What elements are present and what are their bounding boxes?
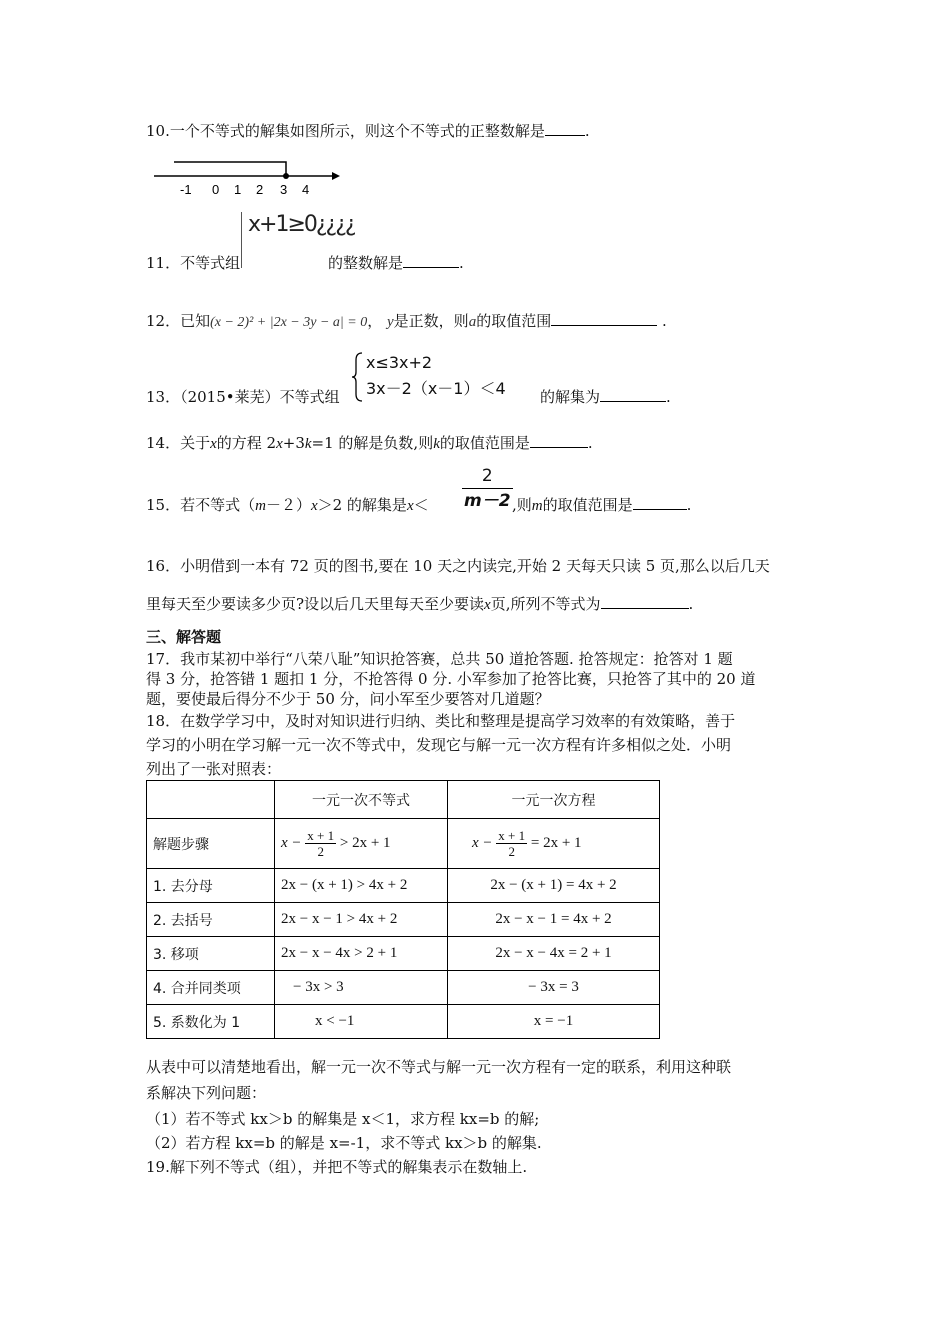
after-table-line-1: 从表中可以清楚地看出，解一元一次不等式与解一元一次方程有一定的联系，利用这种联 (146, 1058, 732, 1076)
question-10: 10.一个不等式的解集如图所示，则这个不等式的正整数解是 . (146, 122, 590, 140)
table-row (147, 937, 660, 971)
step-label: 2. 去括号 (147, 903, 275, 937)
eq-cell: − 3x = 3 (448, 971, 660, 1005)
tick-label: 0 (212, 182, 220, 197)
ineq-cell: 2x − x − 4x > 2 + 1 (275, 937, 448, 971)
q12-answer-blank[interactable] (551, 311, 657, 326)
ineq-cell: 2x − x − 1 > 4x + 2 (275, 903, 448, 937)
q15-fraction (462, 464, 513, 513)
number-line-figure (150, 150, 345, 202)
question-17-line-1: 17．我市某初中举行“八荣八耻”知识抢答赛，总共 50 道抢答题. 抢答规定：抢答对 1 题 (146, 650, 733, 668)
question-18-line-1: 18．在数学学习中，及时对知识进行归纳、类比和整理是提高学习效率的有效策略，善于 (146, 712, 736, 730)
q13-suffix: 的解集为 . (540, 388, 671, 406)
after-table-line-2: 系解决下列问题： (146, 1084, 267, 1102)
eq-cell: 2x − (x + 1) = 4x + 2 (448, 869, 660, 903)
tick-label: -1 (180, 182, 192, 197)
question-15: 15．若不等式（m－２）x＞2 的解集是x＜ (146, 496, 429, 514)
step-label: 5. 系数化为 1 (147, 1005, 275, 1039)
question-16-line-2: 里每天至少要读多少页?设以后几天里每天至少要读x页,所列不等式为 . (146, 595, 694, 613)
q13-line-2: 3x－2（x－1）＜4 (366, 379, 506, 398)
q13-system (352, 350, 506, 402)
step-label: 3. 移项 (147, 937, 275, 971)
table-row (147, 971, 660, 1005)
q16-answer-blank[interactable] (601, 594, 689, 609)
table-header-cell: 一元一次不等式 (275, 781, 448, 819)
q15-numerator: 2 (481, 466, 493, 486)
q14-answer-blank[interactable] (530, 433, 588, 448)
ineq-cell: − 3x > 3 (275, 971, 448, 1005)
question-16-line-1: 16．小明借到一本有 72 页的图书,要在 10 天之内读完,开始 2 天每天只读 5 页,那么以后几天 (146, 557, 770, 575)
q15-denominator: m－2 (462, 488, 513, 513)
q11-answer-blank[interactable] (403, 253, 459, 268)
comparison-table (146, 780, 660, 1039)
axis-arrow (332, 172, 340, 180)
q11-suffix: 的整数解是 . (328, 254, 464, 272)
question-13: 13．（2015•莱芜）不等式组 (146, 388, 340, 406)
closed-point (283, 173, 289, 179)
question-14: 14．关于x的方程 2x+3k=1 的解是负数,则k的取值范围是 . (146, 434, 593, 452)
q15-answer-blank[interactable] (633, 495, 687, 510)
tick-label: 4 (302, 182, 310, 197)
table-row (147, 819, 660, 869)
q12-expression: (x − 2)² + |2x − 3y − a| = 0 (210, 315, 368, 330)
sub-question-2: （2）若方程 kx=b 的解是 x=-1，求不等式 kx＞b 的解集. (146, 1134, 542, 1152)
question-18-line-3: 列出了一张对照表： (146, 760, 282, 778)
eq-cell: 2x − x − 4x = 2 + 1 (448, 937, 660, 971)
step-label: 解题步骤 (147, 819, 275, 869)
sub-question-1: （1）若不等式 kx＞b 的解集是 x＜1，求方程 kx=b 的解; (146, 1110, 540, 1128)
question-17-line-3: 题，要使最后得分不少于 50 分，问小军至少要答对几道题？ (146, 690, 550, 708)
q15-suffix: ,则m的取值范围是 . (512, 496, 692, 514)
tick-label: 1 (234, 182, 242, 197)
q11-system-line: x+1≥0¿¿¿¿ (248, 212, 355, 237)
table-header-cell (147, 781, 275, 819)
tick-label: 2 (256, 182, 264, 197)
question-11: 11．不等式组 (146, 254, 241, 272)
q10-answer-blank[interactable] (545, 121, 585, 136)
table-header-row (147, 781, 660, 819)
q10-text: 10.一个不等式的解集如图所示，则这个不等式的正整数解是 (146, 122, 545, 140)
table-row (147, 869, 660, 903)
eq-cell: x − $\frac{x + 1}{2}$ = 2x + 1 (448, 819, 660, 869)
table-header-cell: 一元一次方程 (448, 781, 660, 819)
section-heading: 三、解答题 (146, 628, 222, 646)
table-row (147, 903, 660, 937)
table-row (147, 1005, 660, 1039)
question-12: 12．已知(x − 2)² + |2x − 3y − a| = 0， y是正数，则a的取值范围 . (146, 312, 667, 330)
tick-label: 3 (280, 182, 288, 197)
question-17-line-2: 得 3 分，抢答错 1 题扣 1 分，不抢答得 0 分. 小军参加了抢答比赛，只抢答了其中的 20 道 (146, 670, 756, 688)
q13-answer-blank[interactable] (600, 387, 666, 402)
eq-cell: 2x − x − 1 = 4x + 2 (448, 903, 660, 937)
question-18-line-2: 学习的小明在学习解一元一次不等式中，发现它与解一元一次方程有许多相似之处．小明 (146, 736, 732, 754)
q13-line-1: x≤3x+2 (366, 353, 433, 372)
question-19: 19.解下列不等式（组），并把不等式的解集表示在数轴上. (146, 1158, 528, 1176)
step-label: 4. 合并同类项 (147, 971, 275, 1005)
ineq-cell: x − $\frac{x + 1}{2}$ > 2x + 1 (275, 819, 448, 869)
ineq-cell: 2x − (x + 1) > 4x + 2 (275, 869, 448, 903)
step-label: 1. 去分母 (147, 869, 275, 903)
solution-ray (174, 162, 286, 174)
ineq-cell: x < −1 (275, 1005, 448, 1039)
eq-cell: x = −1 (448, 1005, 660, 1039)
